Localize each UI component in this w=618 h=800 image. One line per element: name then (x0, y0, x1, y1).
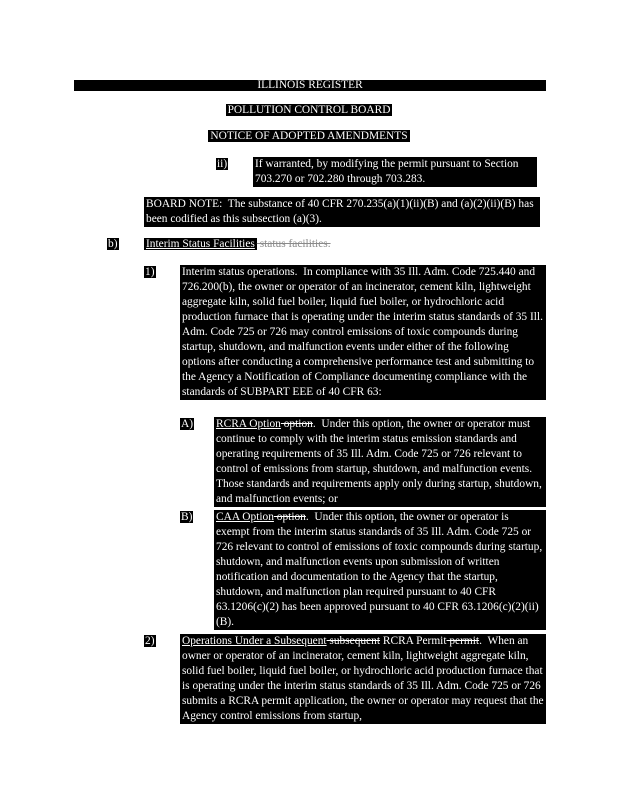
board-note: BOARD NOTE: The substance of 40 CFR 270.235(a)(1)(ii)(B) and (a)(2)(ii)(B) has been codified as this subsection (a)(3). (144, 197, 540, 227)
section-b-title: Interim Status Facilities status facilities. (146, 238, 331, 250)
item-1-text: Interim status operations. In compliance with 35 Ill. Adm. Code 725.440 and 726.200(b), the owner or operator of an incinerator, cement kiln, lightweight aggregate kiln, solid fuel boiler, liquid fuel boiler, or hydrochloric acid production furnace that is operating under the interim status standards of 35 Ill. Adm. Code 725 or 726 may control emissions of toxic compounds during startup, shutdown, and malfunction events under either of the following options after conducting a comprehensive performance test and submitting to the Agency a Notification of Compliance documenting compliance with the standards of SUBPART EEE of 40 CFR 63: (182, 266, 546, 398)
section-b-number: b) (108, 238, 118, 250)
item-B-text: CAA Option option. Under this option, the owner or operator is exempt from the interim status standards of 35 Ill. Adm. Code 725 or 726 relevant to control of emissions of toxic compounds during startup, shutdown, and malfunction events upon submission of written notification and documentation to the Agency that the startup, shutdown, and malfunction plan required pursuant to 40 CFR 63.1206(c)(2) has been approved pursuant to 40 CFR 63.1206(c)(2)(ii)(B). (216, 511, 546, 628)
item-2-number: 2) (145, 635, 155, 647)
item-B-number: B) (181, 511, 193, 523)
item-ii-text: If warranted, by modifying the permit pursuant to Section 703.270 or 702.280 through 703.283. (253, 157, 537, 187)
register-title: ILLINOIS REGISTER (257, 79, 363, 91)
board-title: POLLUTION CONTROL BOARD (227, 104, 391, 116)
item-A-number: A) (181, 418, 194, 430)
item-ii-number: ii) (217, 158, 228, 170)
notice-title: NOTICE OF ADOPTED AMENDMENTS (210, 130, 408, 142)
item-A-text: RCRA Option option. Under this option, the owner or operator must continue to comply with the interim status emission standards and operating requirements of 35 Ill. Adm. Code 725 or 726 relevant to control of emissions from startup, shutdown, and malfunction events. Those standards and requirements apply only during startup, shutdown, and malfunction events; or (216, 418, 545, 505)
item-2-text: Operations Under a Subsequent subsequent RCRA Permit permit. When an owner or operator of an incinerator, cement kiln, lightweight aggregate kiln, solid fuel boiler, liquid fuel boiler, or hydrochloric acid production furnace that is operating under the interim status standards of 35 Ill. Adm. Code 725 or 726 submits a RCRA permit application, the owner or operator may request that the Agency control emissions from startup, (182, 635, 546, 722)
item-1-number: 1) (145, 266, 155, 278)
